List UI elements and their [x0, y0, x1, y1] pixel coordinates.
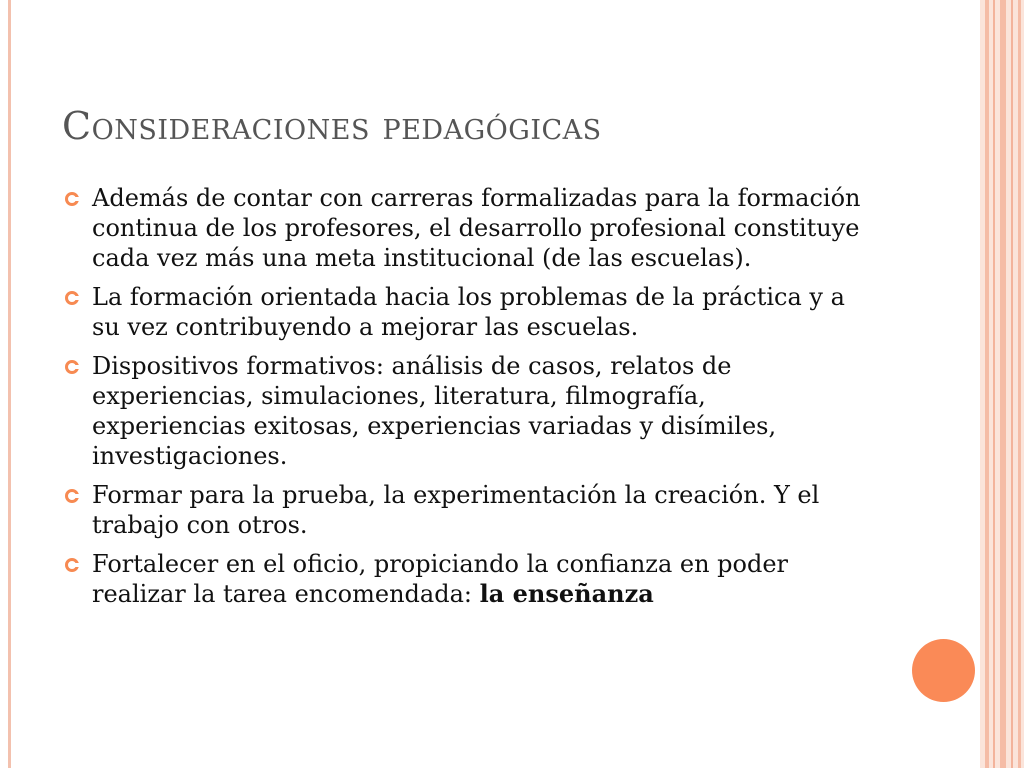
decorative-stripe — [1011, 0, 1013, 768]
bullet-bold-text: la enseñanza — [479, 579, 654, 608]
decorative-stripe — [1018, 0, 1021, 768]
bullet-text: Formar para la prueba, la experimentación la creación. Y el trabajo con otros. — [92, 481, 820, 539]
bullet-list — [62, 183, 862, 618]
bullet-item — [62, 351, 862, 471]
bullet-ring-icon — [65, 558, 79, 572]
bullet-ring-icon — [65, 291, 79, 305]
decorative-stripe — [993, 0, 995, 768]
bullet-ring-icon — [65, 489, 79, 503]
bullet-item — [62, 282, 862, 342]
bullet-item — [62, 480, 862, 540]
bullet-item — [62, 549, 862, 609]
bullet-text: La formación orientada hacia los problemas de la práctica y a su vez contribuyendo a mejorar las escuelas. — [92, 283, 845, 341]
bullet-text: Además de contar con carreras formalizadas para la formación continua de los profesores, el desarrollo profesional constituye cada vez más una meta institucional (de las escuelas). — [92, 184, 861, 272]
bullet-ring-icon — [65, 360, 79, 374]
bullet-text: Fortalecer en el oficio, propiciando la confianza en poder realizar la tarea encomendada: — [92, 550, 789, 608]
bullet-ring-icon — [65, 192, 79, 206]
decorative-stripe — [985, 0, 989, 768]
bullet-text: Dispositivos formativos: análisis de casos, relatos de experiencias, simulaciones, literatura, filmografía, experiencias exitosas, experiencias variadas y disímiles, investigaciones. — [92, 352, 777, 470]
left-border-line — [8, 0, 11, 768]
decorative-circle — [912, 639, 975, 702]
slide-title: Consideraciones pedagógicas — [62, 104, 602, 148]
bullet-item — [62, 183, 862, 273]
decorative-stripe — [1000, 0, 1006, 768]
